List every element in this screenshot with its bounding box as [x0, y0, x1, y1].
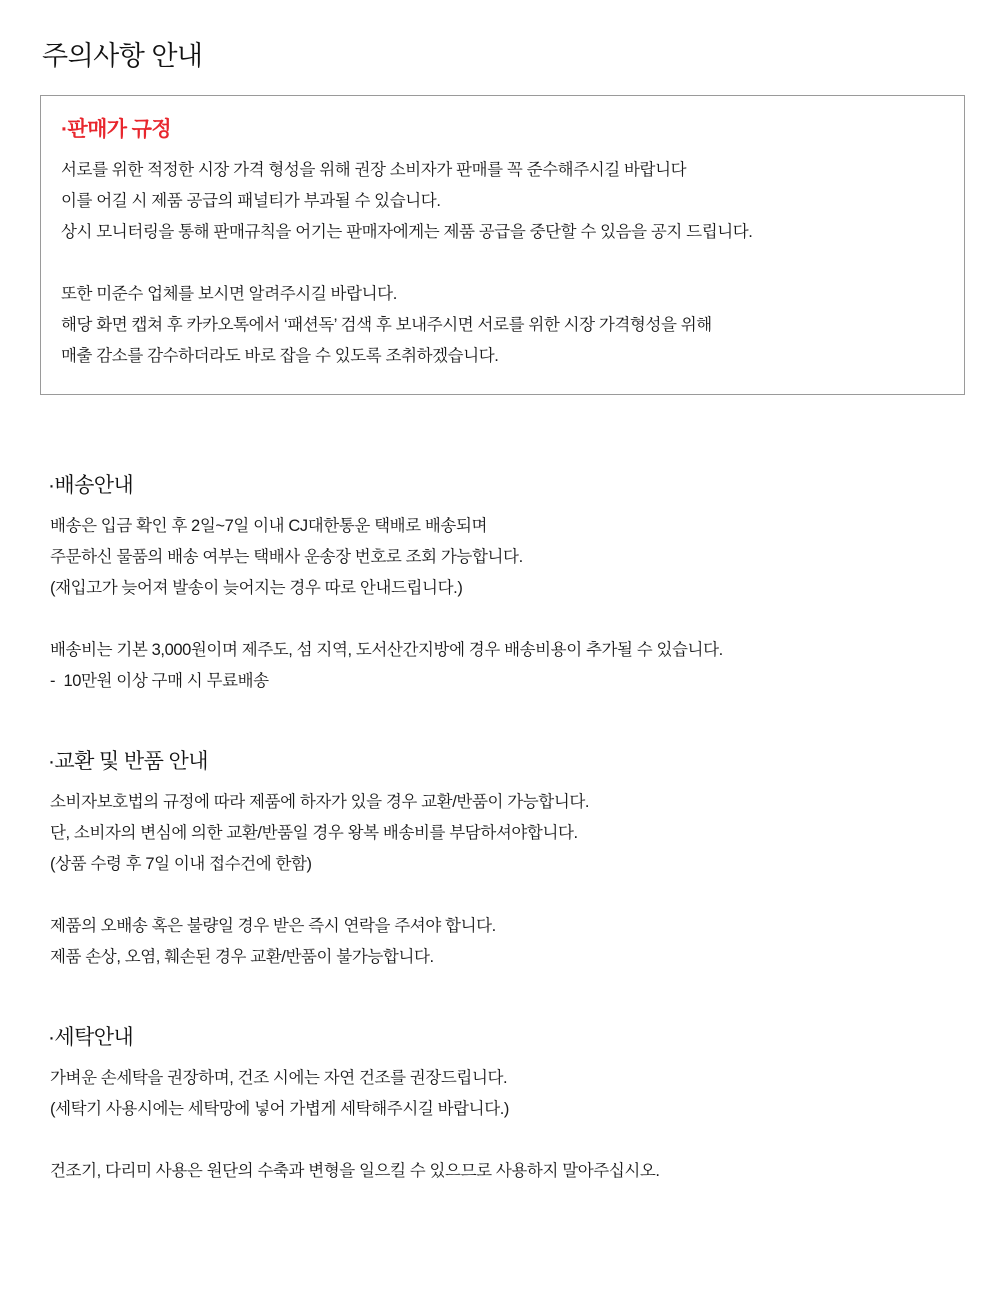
notice-line: 해당 화면 캡쳐 후 카카오톡에서 ‘패션독’ 검색 후 보내주시면 서로를 위한 시장 가격형성을 위해: [61, 316, 712, 334]
section-line: (세탁기 사용시에는 세탁망에 넣어 가볍게 세탁해주시길 바랍니다.): [50, 1100, 510, 1118]
page-title: 주의사항 안내: [42, 41, 203, 71]
notice-line: 이를 어길 시 제품 공급의 패널티가 부과될 수 있습니다.: [61, 192, 441, 210]
price-policy-heading: ·판매가 규정: [61, 118, 172, 141]
shipping-heading: ·배송안내: [48, 474, 134, 497]
price-policy-body: [61, 155, 944, 372]
section-blank-line: [48, 880, 960, 911]
section-blank-line: [48, 1125, 960, 1156]
section-blank-line: [48, 604, 960, 635]
section-line: - 10만원 이상 구매 시 무료배송: [50, 672, 269, 690]
section-line: 배송은 입금 확인 후 2일~7일 이내 CJ대한통운 택배로 배송되며: [50, 517, 488, 535]
section-line: (재입고가 늦어져 발송이 늦어지는 경우 따로 안내드립니다.): [50, 579, 463, 597]
notice-line: 매출 감소를 감수하더라도 바로 잡을 수 있도록 조취하겠습니다.: [61, 347, 499, 365]
section-gap: [40, 973, 960, 1021]
section-line: (상품 수령 후 7일 이내 접수건에 한함): [50, 855, 312, 873]
notice-line: 서로를 위한 적정한 시장 가격 형성을 위해 권장 소비자가 판매를 꼭 준수해주시길 바랍니다: [61, 161, 687, 179]
section-gap: [40, 395, 960, 469]
exchange-return-heading: ·교환 및 반품 안내: [48, 750, 208, 773]
section-line: 제품의 오배송 혹은 불량일 경우 받은 즉시 연락을 주셔야 합니다.: [50, 917, 496, 935]
section-gap: [40, 697, 960, 745]
section-line: 가벼운 손세탁을 권장하며, 건조 시에는 자연 건조를 권장드립니다.: [50, 1069, 508, 1087]
section-line: 소비자보호법의 규정에 따라 제품에 하자가 있을 경우 교환/반품이 가능합니다.: [50, 793, 590, 811]
washing-section: [40, 1021, 960, 1187]
section-line: 배송비는 기본 3,000원이며 제주도, 섬 지역, 도서산간지방에 경우 배송비용이 추가될 수 있습니다.: [50, 641, 723, 659]
section-line: 건조기, 다리미 사용은 원단의 수축과 변형을 일으킬 수 있으므로 사용하지 말아주십시오.: [50, 1162, 660, 1180]
shipping-section: [40, 469, 960, 697]
washing-heading: ·세탁안내: [48, 1026, 134, 1049]
notice-line: 또한 미준수 업체를 보시면 알려주시길 바랍니다.: [61, 285, 397, 303]
exchange-return-section: [40, 745, 960, 973]
section-line: 제품 손상, 오염, 훼손된 경우 교환/반품이 불가능합니다.: [50, 948, 434, 966]
notice-blank-line: [61, 248, 944, 279]
section-line: 단, 소비자의 변심에 의한 교환/반품일 경우 왕복 배송비를 부담하셔야합니다.: [50, 824, 578, 842]
notice-line: 상시 모니터링을 통해 판매규칙을 어기는 판매자에게는 제품 공급을 중단할 수 있음을 공지 드립니다.: [61, 223, 753, 241]
price-policy-box: [40, 95, 965, 395]
section-line: 주문하신 물품의 배송 여부는 택배사 운송장 번호로 조회 가능합니다.: [50, 548, 523, 566]
